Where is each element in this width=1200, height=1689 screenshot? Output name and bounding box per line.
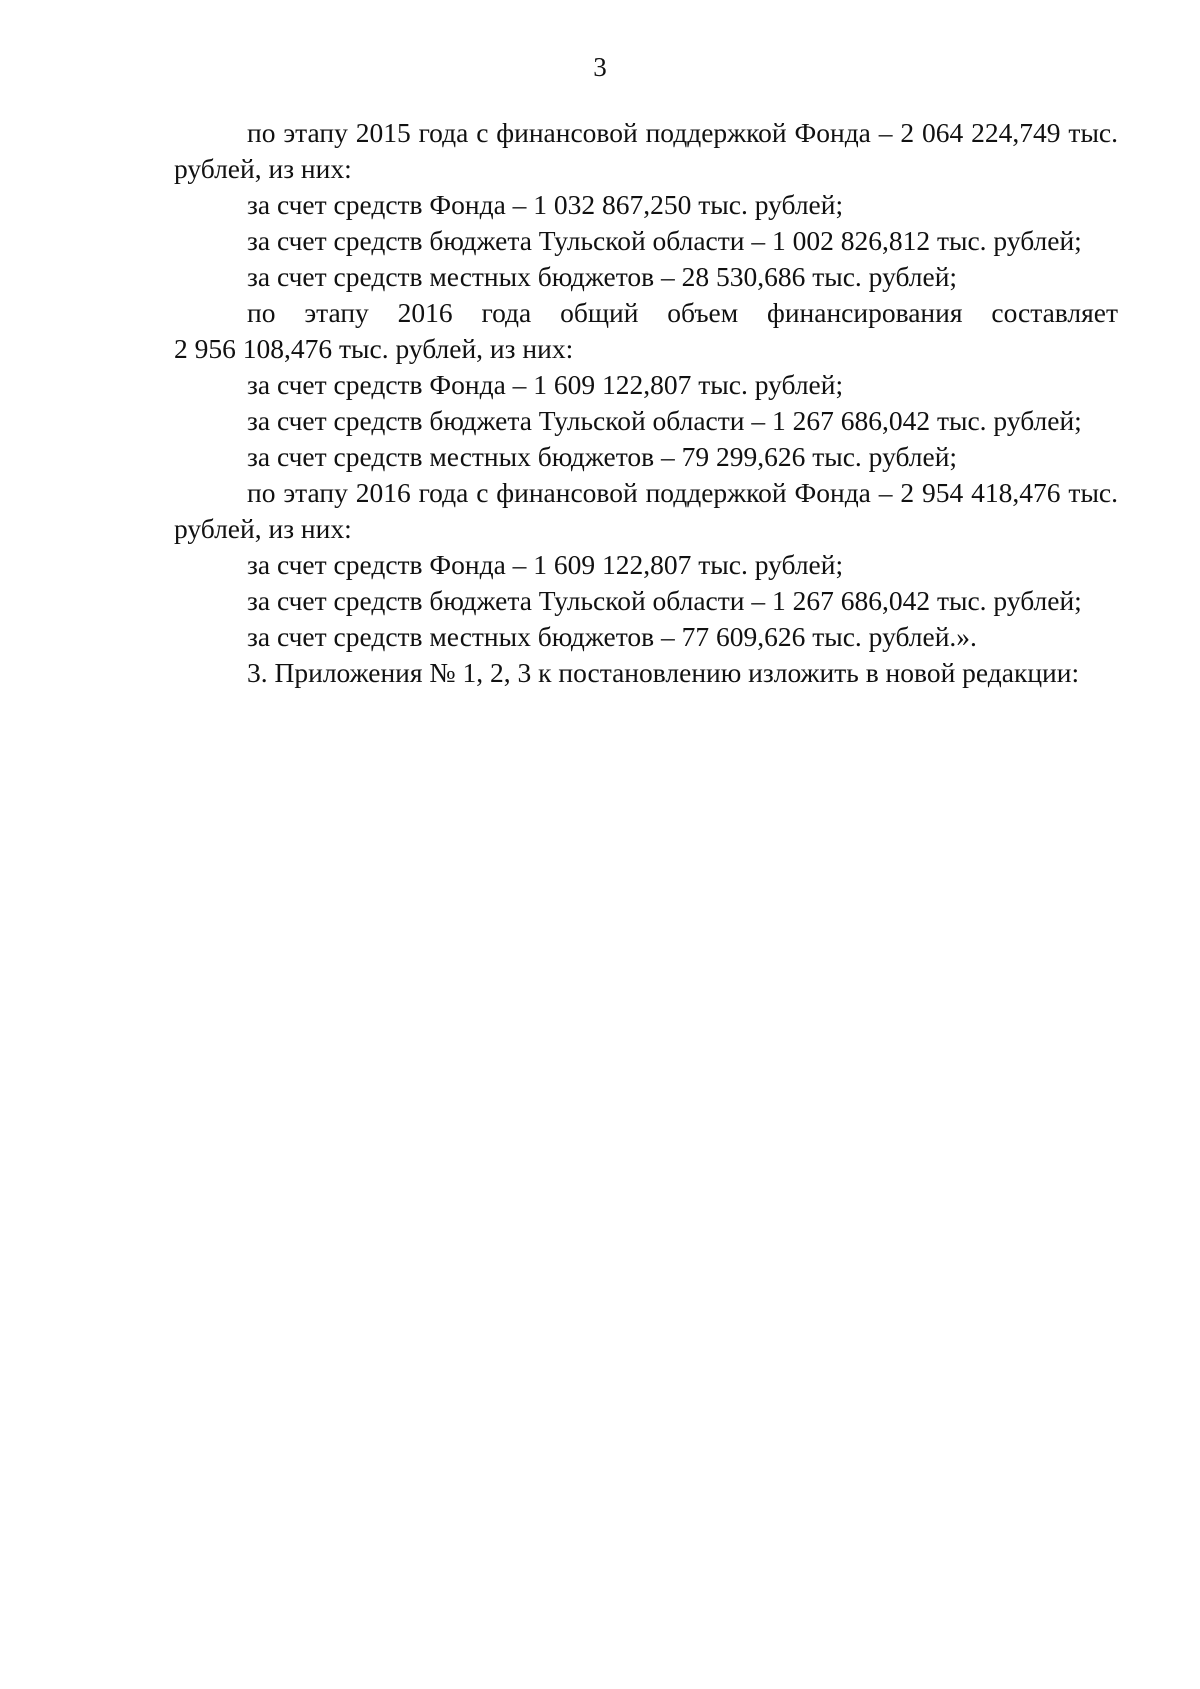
page-number: 3 bbox=[593, 52, 607, 82]
paragraph-2015-tula-budget: за счет средств бюджета Тульской области – 1 002 826,812 тыс. рублей; bbox=[247, 225, 1082, 256]
paragraph-2016-total-line2: 2 956 108,476 тыс. рублей, из них: bbox=[174, 333, 574, 364]
paragraph-2016-support-fund: за счет средств Фонда – 1 609 122,807 тыс. рублей; bbox=[247, 549, 844, 580]
paragraph-2016-fund-support-line1: по этапу 2016 года с финансовой поддержкой Фонда – 2 954 418,476 тыс. bbox=[247, 477, 1118, 508]
paragraph-2016-total-line1: по этапу 2016 года общий объем финансирования составляет bbox=[247, 297, 1118, 328]
paragraph-2015-fund: за счет средств Фонда – 1 032 867,250 тыс. рублей; bbox=[247, 189, 844, 220]
paragraph-2015-fund-support-line2: рублей, из них: bbox=[174, 153, 352, 184]
paragraph-2016-tula-budget: за счет средств бюджета Тульской области – 1 267 686,042 тыс. рублей; bbox=[247, 405, 1082, 436]
paragraph-2015-fund-support-line1: по этапу 2015 года с финансовой поддержкой Фонда – 2 064 224,749 тыс. bbox=[247, 117, 1118, 148]
paragraph-2016-support-tula-budget: за счет средств бюджета Тульской области – 1 267 686,042 тыс. рублей; bbox=[247, 585, 1082, 616]
paragraph-2015-local-budgets: за счет средств местных бюджетов – 28 530,686 тыс. рублей; bbox=[247, 261, 958, 292]
paragraph-item-3-appendices: 3. Приложения № 1, 2, 3 к постановлению изложить в новой редакции: bbox=[247, 657, 1080, 688]
paragraph-2016-fund: за счет средств Фонда – 1 609 122,807 тыс. рублей; bbox=[247, 369, 844, 400]
paragraph-2016-fund-support-line2: рублей, из них: bbox=[174, 513, 352, 544]
paragraph-2016-support-local-budgets: за счет средств местных бюджетов – 77 609,626 тыс. рублей.». bbox=[247, 621, 977, 652]
document-body bbox=[174, 115, 1118, 691]
paragraph-2016-local-budgets: за счет средств местных бюджетов – 79 299,626 тыс. рублей; bbox=[247, 441, 958, 472]
